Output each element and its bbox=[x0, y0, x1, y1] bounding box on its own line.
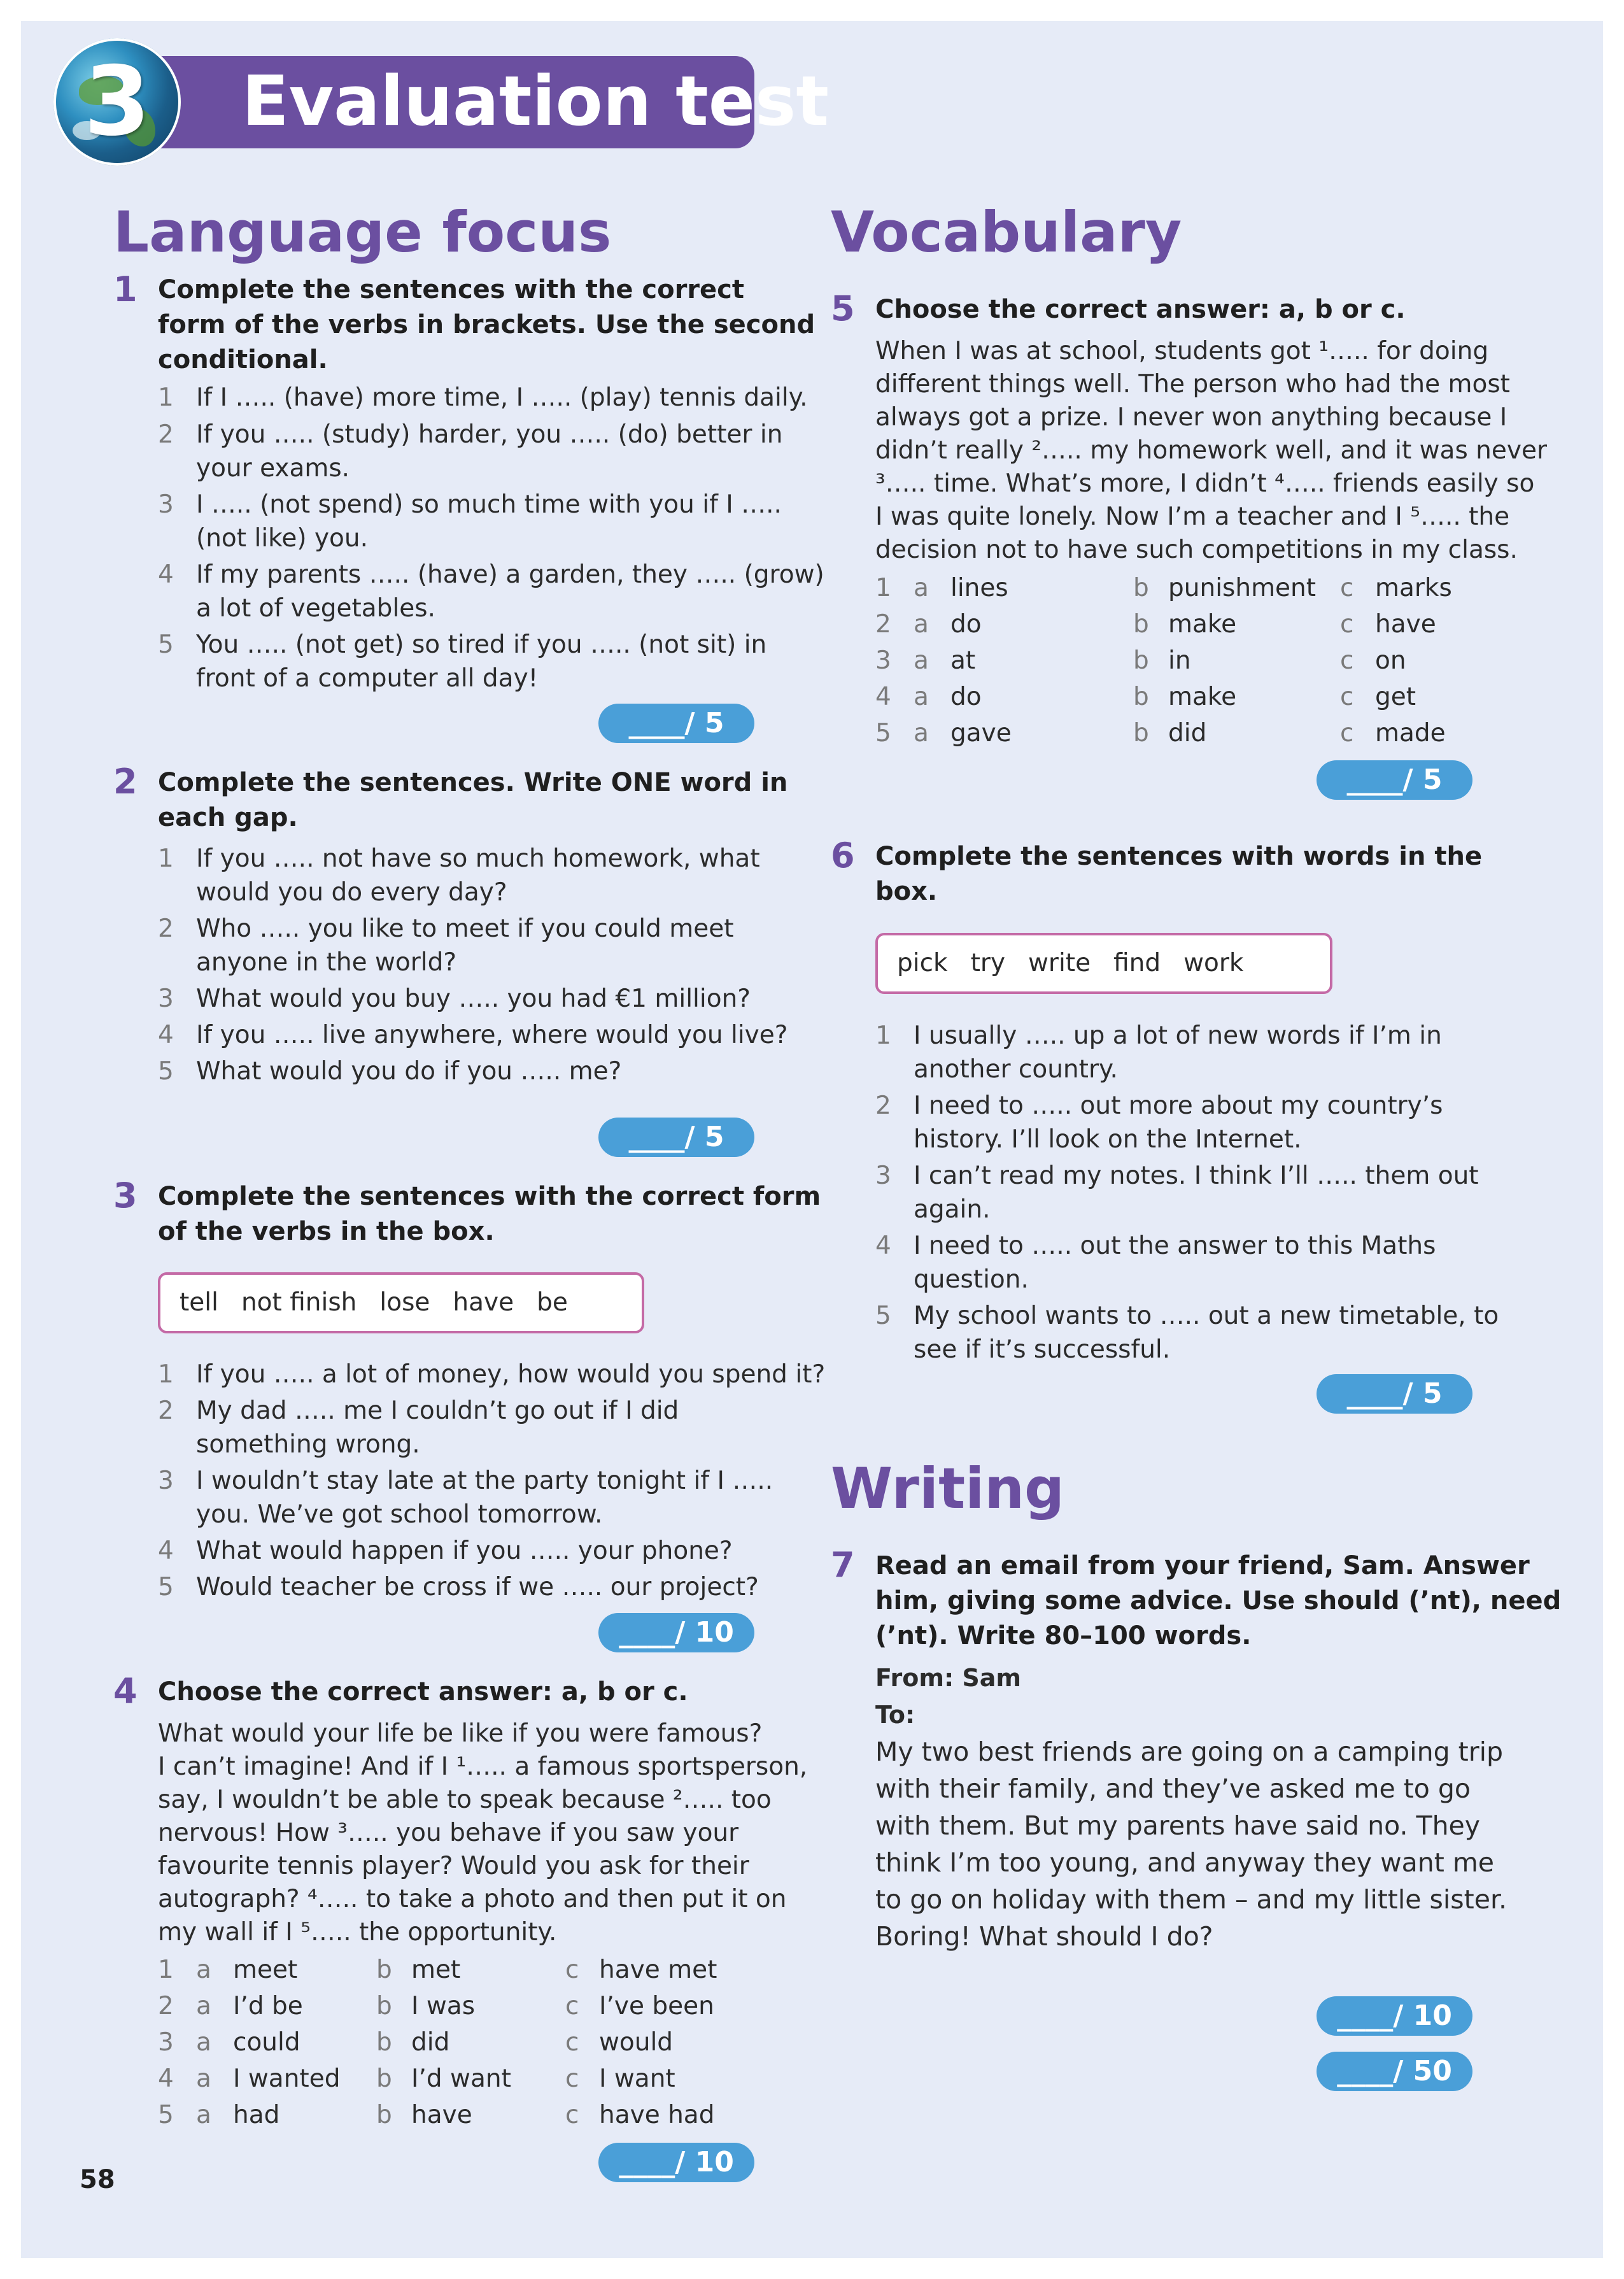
exercise-2-item: 3 What would you buy ….. you had €1 million? bbox=[158, 984, 751, 1013]
exercise-6-item: 2 I need to ….. out more about my country’s bbox=[875, 1091, 1443, 1120]
exercise-5-text: When I was at school, students got ¹….. for doing different things well. The person who had the most always got a prize. I never won anything because I didn’t really ²….. my homework well, and it was never ³….. time. What’s more, I didn’t ⁴….. friends easily so I was quite lonely. Now I’m a teacher and I ⁵….. the decision not to have such competitions in my class. bbox=[875, 337, 1547, 564]
exercise-6-item: 3 I can’t read my notes. I think I’ll ….. them out bbox=[875, 1161, 1479, 1190]
exercise-3-item: 1 If you ….. a lot of money, how would you spend it? bbox=[158, 1360, 826, 1389]
exercise-3-item-cont: you. We’ve got school tomorrow. bbox=[196, 1500, 603, 1529]
exercise-2-item: 1 If you ….. not have so much homework, what bbox=[158, 844, 760, 873]
exercise-6-item-cont: see if it’s successful. bbox=[914, 1335, 1171, 1364]
email-body: My two best friends are going on a camping trip with their family, and they’ve asked me to go with them. But my parents have said no. They think I’m too young, and anyway they want me to go on holiday with them – and my little sister. Boring! What should I do? bbox=[875, 1736, 1507, 1952]
page-number: 58 bbox=[80, 2165, 115, 2194]
section-title-writing: Writing bbox=[831, 1456, 1064, 1521]
exercise-3-item: 2 My dad ….. me I couldn’t go out if I did bbox=[158, 1396, 679, 1425]
exercise-6-item: 5 My school wants to ….. out a new timetable, to bbox=[875, 1302, 1499, 1330]
exercise-6-item: 1 I usually ….. up a lot of new words if I’m in bbox=[875, 1021, 1442, 1050]
exercise-2-item-cont: anyone in the world? bbox=[196, 948, 457, 977]
exercise-1-item: 4 If my parents ….. (have) a garden, they ….. (grow) bbox=[158, 560, 824, 589]
exercise-1-item-cont: front of a computer all day! bbox=[196, 664, 539, 693]
exercise-2-instructions: Complete the sentences. Write ONE word in each gap. bbox=[158, 768, 788, 832]
exercise-2-item: 2 Who ….. you like to meet if you could meet bbox=[158, 914, 734, 943]
exercise-5-number: 5 bbox=[831, 288, 855, 329]
exercise-3-instructions: Complete the sentences with the correct form of the verbs in the box. bbox=[158, 1182, 821, 1246]
exercise-1-number: 1 bbox=[113, 269, 138, 309]
exercise-1-item: 2 If you ….. (study) harder, you ….. (do) better in bbox=[158, 420, 783, 449]
exercise-6-instructions: Complete the sentences with words in the box. bbox=[875, 842, 1483, 906]
exercise-6-item-cont: again. bbox=[914, 1195, 991, 1224]
exercise-6-item-cont: history. I’ll look on the Internet. bbox=[914, 1125, 1302, 1154]
exercise-7-number: 7 bbox=[831, 1545, 855, 1585]
exercise-3-number: 3 bbox=[113, 1175, 138, 1216]
exercise-6-item-cont: question. bbox=[914, 1265, 1029, 1294]
total-score-box[interactable]: ____/ 50 bbox=[1317, 2052, 1472, 2091]
exercise-4-number: 4 bbox=[113, 1671, 138, 1711]
unit-number: 3 bbox=[83, 46, 151, 157]
exercise-2-item: 4 If you ….. live anywhere, where would you live? bbox=[158, 1021, 788, 1049]
exercise-2-item: 5 What would you do if you ….. me? bbox=[158, 1057, 622, 1086]
exercise-1-item-cont: (not like) you. bbox=[196, 524, 369, 553]
exercise-3-item: 4 What would happen if you ….. your phone? bbox=[158, 1537, 733, 1565]
exercise-2-item-cont: would you do every day? bbox=[196, 878, 507, 907]
exercise-3-item-cont: something wrong. bbox=[196, 1430, 420, 1459]
exercise-3-score-box[interactable]: ____/ 10 bbox=[598, 1613, 754, 1652]
exercise-6-item-cont: another country. bbox=[914, 1055, 1118, 1084]
exercise-2-score-box[interactable]: ____/ 5 bbox=[598, 1118, 754, 1157]
page-title: Evaluation test bbox=[242, 62, 829, 141]
email-to: To: bbox=[875, 1701, 915, 1729]
exercise-1-item: 1 If I ….. (have) more time, I ….. (play) tennis daily. bbox=[158, 383, 808, 412]
exercise-7-score-box[interactable]: ____/ 10 bbox=[1317, 1996, 1472, 2036]
exercise-5-instructions: Choose the correct answer: a, b or c. bbox=[875, 295, 1406, 324]
exercise-7-instructions: Read an email from your friend, Sam. Answer him, giving some advice. Use should (’nt), need (’nt). Write 80–100 words. bbox=[875, 1551, 1562, 1651]
exercise-1-instructions: Complete the sentences with the correct form of the verbs in brackets. Use the second conditional. bbox=[158, 275, 816, 374]
exercise-3-item: 5 Would teacher be cross if we ….. our project? bbox=[158, 1573, 759, 1601]
exercise-1-item-cont: your exams. bbox=[196, 454, 350, 483]
email-from: From: Sam bbox=[875, 1664, 1022, 1692]
exercise-4-score-box[interactable]: ____/ 10 bbox=[598, 2143, 754, 2182]
exercise-4-text: What would your life be like if you were famous? I can’t imagine! And if I ¹….. a famous sportsperson, say, I wouldn’t be able to speak because ²….. too nervous! How ³….. you behave if you saw your favourite tennis player? Would you ask for their autograph? ⁴….. to take a photo and then put it on my wall if I ⁵….. the opportunity. bbox=[158, 1719, 808, 1947]
exercise-1-item: 5 You ….. (not get) so tired if you ….. (not sit) in bbox=[158, 630, 767, 659]
exercise-1-item: 3 I ….. (not spend) so much time with you if I ….. bbox=[158, 490, 782, 519]
exercise-6-number: 6 bbox=[831, 835, 855, 876]
exercise-6-score-box[interactable]: ____/ 5 bbox=[1317, 1374, 1472, 1414]
exercise-1-score-box[interactable]: ____/ 5 bbox=[598, 704, 754, 743]
exercise-3-item: 3 I wouldn’t stay late at the party tonight if I ….. bbox=[158, 1466, 773, 1495]
exercise-3-word-box: tell not finish lose have be bbox=[158, 1272, 644, 1333]
section-title-vocabulary: Vocabulary bbox=[831, 199, 1182, 265]
exercise-6-item: 4 I need to ….. out the answer to this Maths bbox=[875, 1232, 1436, 1260]
exercise-4-instructions: Choose the correct answer: a, b or c. bbox=[158, 1677, 688, 1707]
exercise-5-score-box[interactable]: ____/ 5 bbox=[1317, 760, 1472, 800]
section-title-language-focus: Language focus bbox=[113, 199, 612, 265]
exercise-2-number: 2 bbox=[113, 762, 138, 802]
exercise-1-item-cont: a lot of vegetables. bbox=[196, 594, 435, 623]
exercise-6-word-box: pick try write find work bbox=[875, 933, 1332, 994]
